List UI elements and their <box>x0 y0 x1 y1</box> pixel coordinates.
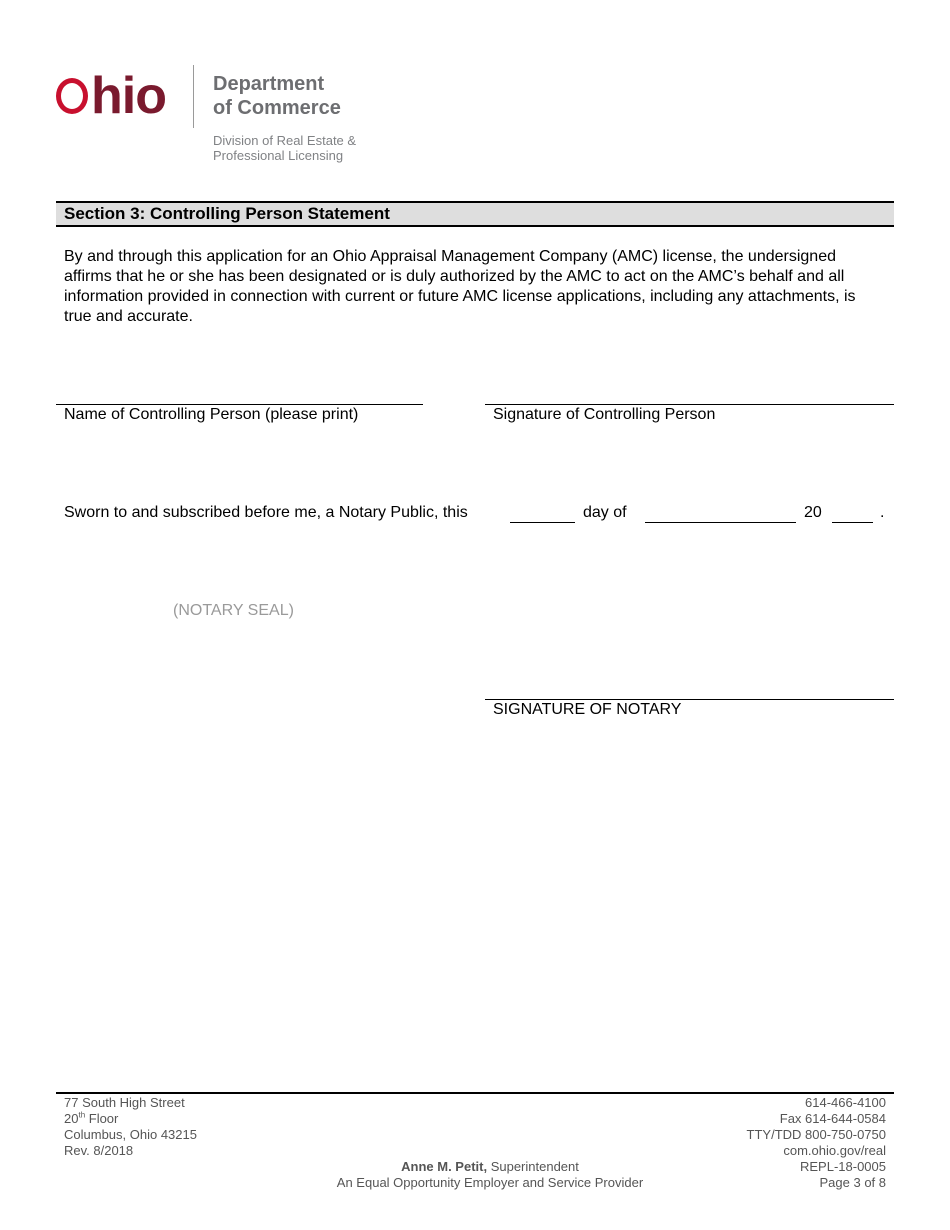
section-title: Section 3: Controlling Person Statement <box>64 204 390 223</box>
sworn-period: . <box>880 504 885 521</box>
footer-rule <box>56 1092 894 1094</box>
department-line-2: of Commerce <box>213 97 341 119</box>
footer-contact <box>747 1095 886 1191</box>
ohio-logo-text: hio <box>91 67 166 125</box>
superintendent-name: Anne M. Petit, <box>401 1159 488 1174</box>
signature-field-label: Signature of Controlling Person <box>493 406 716 423</box>
division-name <box>213 133 356 163</box>
sworn-statement-prefix: Sworn to and subscribed before me, a Notary Public, this <box>64 504 468 521</box>
ohio-logo <box>56 67 166 125</box>
floor-text: Floor <box>85 1111 119 1126</box>
website-link[interactable]: com.ohio.gov/real <box>783 1143 886 1158</box>
division-line-1: Division of Real Estate & <box>213 133 357 148</box>
name-field-label: Name of Controlling Person (please print) <box>64 406 359 423</box>
footer-address <box>64 1095 197 1159</box>
year-blank[interactable] <box>832 522 873 523</box>
month-blank[interactable] <box>645 522 796 523</box>
notary-seal-placeholder: (NOTARY SEAL) <box>173 602 294 619</box>
division-line-2: Professional Licensing <box>213 148 344 163</box>
address-city: Columbus, Ohio 43215 <box>64 1127 197 1142</box>
address-street: 77 South High Street <box>64 1095 185 1110</box>
footer-center <box>250 1159 730 1191</box>
revision-date: Rev. 8/2018 <box>64 1143 134 1158</box>
page-number: Page 3 of 8 <box>819 1175 886 1190</box>
logo-divider <box>193 65 194 128</box>
department-name <box>213 72 341 120</box>
address-floor <box>64 1111 197 1127</box>
phone-number: 614-466-4100 <box>805 1095 886 1110</box>
ohio-logo-o-ring <box>56 78 88 114</box>
department-line-1: Department <box>213 73 325 95</box>
form-id: REPL-18-0005 <box>800 1159 886 1174</box>
fax-number: Fax 614-644-0584 <box>779 1111 886 1126</box>
day-blank[interactable] <box>510 522 575 523</box>
floor-number: 20 <box>64 1111 79 1126</box>
tty-number: TTY/TDD 800-750-0750 <box>746 1127 886 1142</box>
superintendent-line <box>250 1159 730 1175</box>
floor-suffix: th <box>78 1110 86 1120</box>
equal-opportunity-statement: An Equal Opportunity Employer and Service Provider <box>336 1175 644 1190</box>
year-prefix: 20 <box>804 504 822 521</box>
notary-signature-label: SIGNATURE OF NOTARY <box>493 701 682 718</box>
affirmation-paragraph: By and through this application for an Ohio Appraisal Management Company (AMC) license, the undersigned affirms that he or she has been designated or is duly authorized by the AMC to act on the AMC’s behalf and all information provided in connection with current or future AMC license applications, including any attachments, is true and accurate. <box>64 248 856 325</box>
day-of-label: day of <box>583 504 627 521</box>
superintendent-title: Superintendent <box>487 1159 579 1174</box>
